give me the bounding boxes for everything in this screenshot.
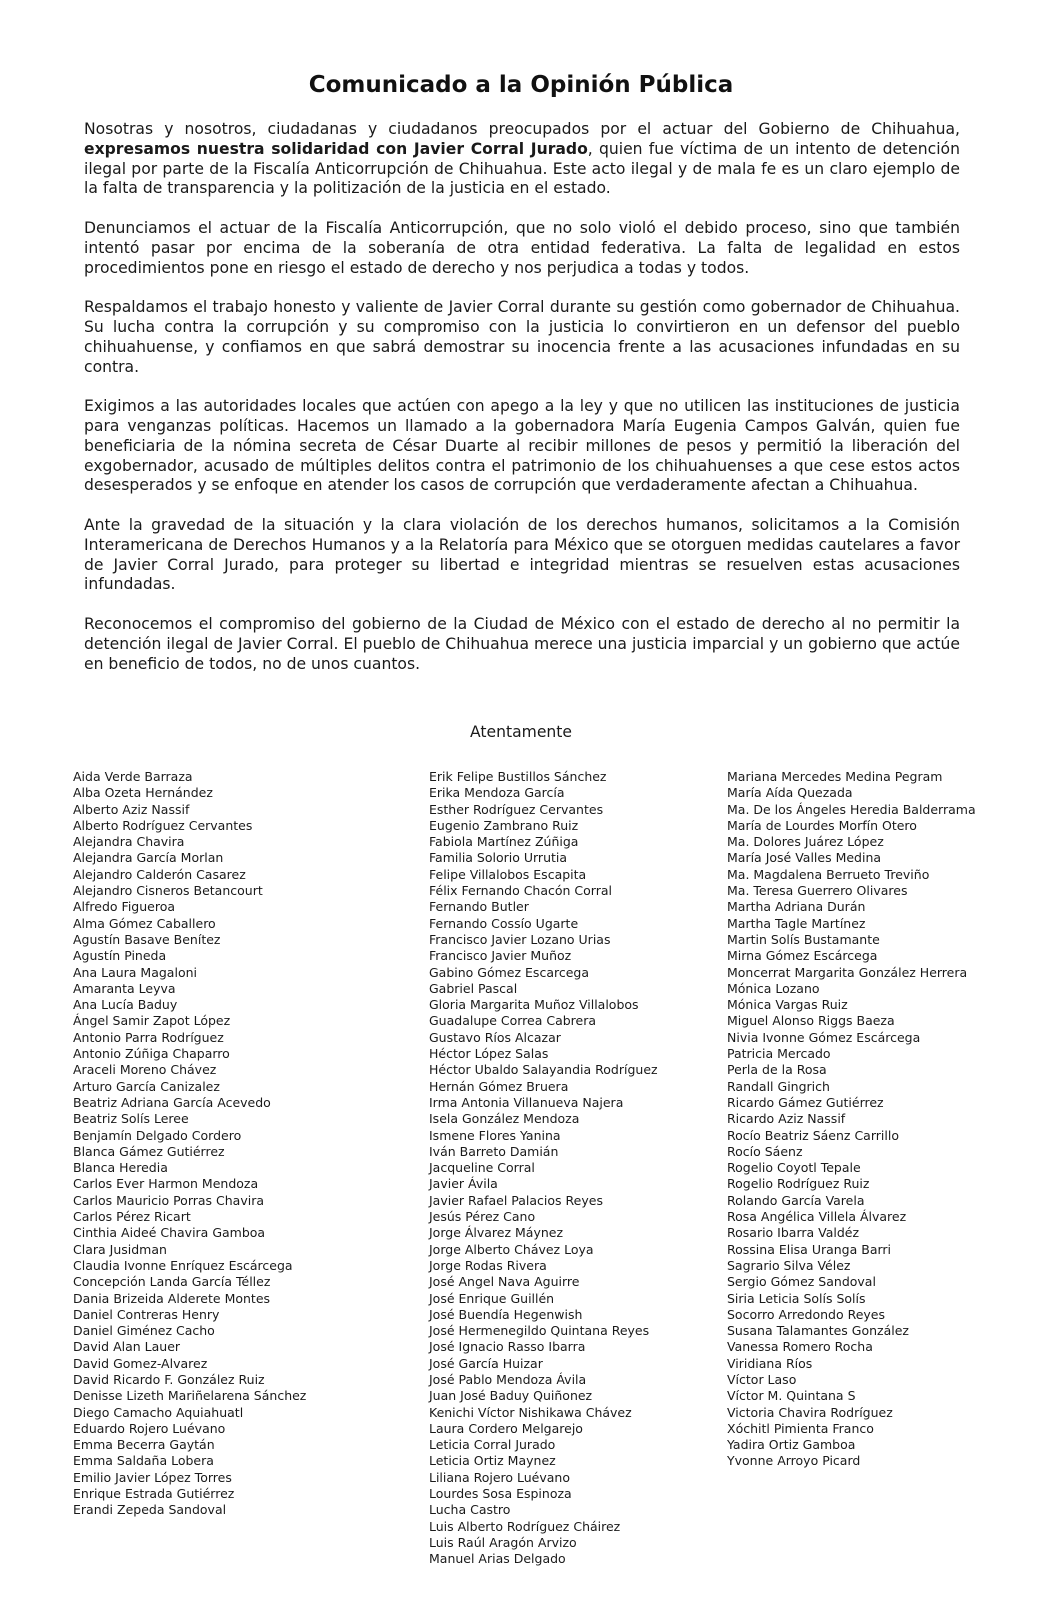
- signatory-name: Javier Rafael Palacios Reyes: [429, 1192, 603, 1208]
- signatory-name: Ma. Dolores Juárez López: [727, 834, 884, 850]
- signatory-name: Fernando Cossío Ugarte: [429, 915, 579, 931]
- signatory-name: Emma Saldaña Lobera: [73, 1453, 214, 1469]
- signatory-name: Francisco Javier Muñoz: [429, 948, 572, 964]
- signatory-name: Araceli Moreno Chávez: [73, 1062, 217, 1078]
- signatory-name: Rosario Ibarra Valdéz: [727, 1225, 860, 1241]
- signatory-name: Alba Ozeta Hernández: [73, 785, 213, 801]
- signatory-name: Sagrario Silva Vélez: [727, 1257, 851, 1273]
- signatory-name: Félix Fernando Chacón Corral: [429, 883, 612, 899]
- signatory-name: Martin Solís Bustamante: [727, 931, 880, 947]
- signatory-name: Martha Adriana Durán: [727, 899, 866, 915]
- signatory-name: Hernán Gómez Bruera: [429, 1078, 569, 1094]
- signatory-name: Concepción Landa García Téllez: [73, 1274, 271, 1290]
- signatory-name: Fabiola Martínez Zúñiga: [429, 834, 579, 850]
- signatory-name: Ricardo Aziz Nassif: [727, 1111, 846, 1127]
- signatory-name: María José Valles Medina: [727, 850, 882, 866]
- signatory-name: Alejandra Chavira: [73, 834, 185, 850]
- signatory-name: Jorge Álvarez Máynez: [429, 1225, 564, 1241]
- signatory-name: Ángel Samir Zapot López: [73, 1013, 231, 1029]
- signatory-name: Ma. De los Ángeles Heredia Balderrama: [727, 801, 976, 817]
- signatory-name: Yadira Ortiz Gamboa: [727, 1437, 856, 1453]
- signatory-name: Lucha Castro: [429, 1502, 511, 1518]
- signatory-name: Leticia Ortiz Maynez: [429, 1453, 556, 1469]
- signatory-name: Emma Becerra Gaytán: [73, 1437, 215, 1453]
- signatory-name: Viridiana Ríos: [727, 1355, 813, 1371]
- signatory-name: Lourdes Sosa Espinoza: [429, 1486, 572, 1502]
- signatory-name: Nivia Ivonne Gómez Escárcega: [727, 1029, 921, 1045]
- signatory-name: Ma. Magdalena Berrueto Treviño: [727, 866, 930, 882]
- signatory-name: Daniel Giménez Cacho: [73, 1323, 215, 1339]
- signatory-name: Carlos Pérez Ricart: [73, 1209, 191, 1225]
- signatory-name: Rossina Elisa Uranga Barri: [727, 1241, 892, 1257]
- signatory-name: Víctor Laso: [727, 1371, 797, 1387]
- signatory-name: Martha Tagle Martínez: [727, 915, 866, 931]
- signatory-name: Cinthia Aideé Chavira Gamboa: [73, 1225, 266, 1241]
- signatory-name: Erika Mendoza García: [429, 785, 565, 801]
- paragraph-demands: Exigimos a las autoridades locales que actúen con apego a la ley y que no utilicen las instituciones de justicia para venganzas políticas. Hacemos un llamado a la gobernadora María Eugenia Campos Galván, quien fue beneficiaria de la nómina secreta de César Duarte al recibir millones de pesos y permitió la liberación del exgobernador, acusado de múltiples delitos contra el patrimonio de los chihuahuenses a que cese estos actos desesperados y se enfoque en atender los casos de corrupción que verdaderamente afectan a Chihuahua.: [84, 397, 960, 495]
- signatory-name: Alma Gómez Caballero: [73, 915, 216, 931]
- signatory-name: Jacqueline Corral: [429, 1160, 535, 1176]
- signatory-name: Alejandro Calderón Casarez: [73, 866, 246, 882]
- signatory-name: Rogelio Coyotl Tepale: [727, 1160, 861, 1176]
- signatory-name: José Enrique Guillén: [429, 1290, 555, 1306]
- signatory-name: José Hermenegildo Quintana Reyes: [429, 1323, 650, 1339]
- signatory-name: Rosa Angélica Villela Álvarez: [727, 1209, 907, 1225]
- signatory-name: Irma Antonia Villanueva Najera: [429, 1094, 624, 1110]
- signatory-name: Enrique Estrada Gutiérrez: [73, 1486, 235, 1502]
- signatory-name: Luis Raúl Aragón Arvizo: [429, 1534, 577, 1550]
- signatory-name: Esther Rodríguez Cervantes: [429, 801, 604, 817]
- signatory-name: Javier Ávila: [429, 1176, 498, 1192]
- signatory-name: Blanca Heredia: [73, 1160, 168, 1176]
- solidarity-highlight: expresamos nuestra solidaridad con Javier Corral Jurado: [84, 139, 588, 158]
- signatory-name: Alejandra García Morlan: [73, 850, 224, 866]
- signatory-name: Rocío Beatriz Sáenz Carrillo: [727, 1127, 899, 1143]
- signatory-name: Gabino Gómez Escarcega: [429, 964, 589, 980]
- signatory-name: Isela González Mendoza: [429, 1111, 580, 1127]
- signatories-column-2: [429, 769, 658, 1568]
- signatory-name: José Ignacio Rasso Ibarra: [429, 1339, 586, 1355]
- signatory-name: Daniel Contreras Henry: [73, 1306, 220, 1322]
- signatory-name: Alfredo Figueroa: [73, 899, 176, 915]
- paragraph-request: Ante la gravedad de la situación y la clara violación de los derechos humanos, solicitamos a la Comisión Interamericana de Derechos Humanos y a la Relatoría para México que se otorguen medidas cautelares a favor de Javier Corral Jurado, para proteger su libertad e integridad mientras se resuelven estas acusaciones infundadas.: [84, 515, 960, 594]
- signatory-name: Aida Verde Barraza: [73, 769, 193, 784]
- signatory-name: Mónica Vargas Ruiz: [727, 997, 848, 1013]
- signatory-name: Xóchitl Pimienta Franco: [727, 1420, 874, 1436]
- closing-salutation: Atentamente: [469, 723, 573, 741]
- signatory-name: Antonio Zúñiga Chaparro: [73, 1046, 230, 1062]
- signatory-name: Luis Alberto Rodríguez Cháirez: [429, 1518, 621, 1534]
- signatory-name: Moncerrat Margarita González Herrera: [727, 964, 968, 980]
- paragraph-solidarity-rest: , quien fue víctima de un intento de detención ilegal por parte de la Fiscalía Anticorrupción de Chihuahua. Este acto ilegal y de mala fe es un claro ejemplo de la falta de transparencia y la politización de la justicia en el estado.: [84, 139, 960, 198]
- signatory-name: José García Huizar: [429, 1355, 543, 1371]
- signatory-name: Erik Felipe Bustillos Sánchez: [429, 769, 607, 784]
- signatory-name: Felipe Villalobos Escapita: [429, 866, 587, 882]
- signatory-name: Blanca Gámez Gutiérrez: [73, 1143, 225, 1159]
- signatory-name: Agustín Pineda: [73, 948, 167, 964]
- signatory-name: Arturo García Canizalez: [73, 1078, 220, 1094]
- signatory-name: Dania Brizeida Alderete Montes: [73, 1290, 271, 1306]
- signatories-column-1: [73, 769, 306, 1519]
- signatory-name: Ma. Teresa Guerrero Olivares: [727, 883, 908, 899]
- signatory-name: Héctor Ubaldo Salayandia Rodríguez: [429, 1062, 658, 1078]
- signatory-name: Erandi Zepeda Sandoval: [73, 1502, 227, 1518]
- signatory-name: José Pablo Mendoza Ávila: [429, 1371, 587, 1387]
- signatory-name: Rogelio Rodríguez Ruiz: [727, 1176, 870, 1192]
- signatory-name: Gloria Margarita Muñoz Villalobos: [429, 997, 639, 1013]
- signatory-name: Ana Laura Magaloni: [73, 964, 197, 980]
- signatory-name: Sergio Gómez Sandoval: [727, 1274, 876, 1290]
- signatory-name: Guadalupe Correa Cabrera: [429, 1013, 597, 1029]
- signatory-name: Patricia Mercado: [727, 1046, 831, 1062]
- signatory-name: Familia Solorio Urrutia: [429, 850, 568, 866]
- signatory-name: Clara Jusidman: [73, 1241, 167, 1257]
- signatory-name: María de Lourdes Morfín Otero: [727, 817, 917, 833]
- signatory-name: Siria Leticia Solís Solís: [727, 1290, 866, 1306]
- signatory-name: Susana Talamantes González: [727, 1323, 909, 1339]
- paragraph-recognition: Reconocemos el compromiso del gobierno de la Ciudad de México con el estado de derecho al no permitir la detención ilegal de Javier Corral. El pueblo de Chihuahua merece una justicia imparcial y un gobierno que actúe en beneficio de todos, no de unos cuantos.: [84, 614, 960, 673]
- signatory-name: Emilio Javier López Torres: [73, 1469, 232, 1485]
- signatory-name: Víctor M. Quintana S: [727, 1388, 856, 1404]
- signatory-name: Juan José Baduy Quiñonez: [429, 1388, 593, 1404]
- signatory-name: Ismene Flores Yanina: [429, 1127, 561, 1143]
- signatory-name: Fernando Butler: [429, 899, 529, 915]
- signatory-name: Iván Barreto Damián: [429, 1143, 559, 1159]
- signatory-name: Diego Camacho Aquiahuatl: [73, 1404, 244, 1420]
- signatory-name: Jorge Alberto Chávez Loya: [429, 1241, 594, 1257]
- signatory-name: Antonio Parra Rodríguez: [73, 1029, 224, 1045]
- paragraph-denunciation: Denunciamos el actuar de la Fiscalía Anticorrupción, que no solo violó el debido proceso, sino que también intentó pasar por encima de la soberanía de otra entidad federativa. La falta de legalidad en estos procedimientos pone en riesgo el estado de derecho y nos perjudica a todas y todos.: [84, 218, 960, 277]
- signatory-name: Manuel Arias Delgado: [429, 1551, 566, 1567]
- signatory-name: José Angel Nava Aguirre: [429, 1274, 580, 1290]
- signatory-name: Victoria Chavira Rodríguez: [727, 1404, 893, 1420]
- paragraph-solidarity-intro: Nosotras y nosotros, ciudadanas y ciudadanos preocupados por el actuar del Gobierno de Chihuahua,: [84, 120, 960, 138]
- signatory-name: Miguel Alonso Riggs Baeza: [727, 1013, 895, 1029]
- signatory-name: Francisco Javier Lozano Urias: [429, 931, 611, 947]
- signatory-name: Mónica Lozano: [727, 980, 820, 996]
- signatory-name: Yvonne Arroyo Picard: [727, 1453, 861, 1469]
- signatory-name: Socorro Arredondo Reyes: [727, 1306, 886, 1322]
- signatory-name: Mariana Mercedes Medina Pegram: [727, 769, 943, 784]
- signatory-name: Carlos Ever Harmon Mendoza: [73, 1176, 259, 1192]
- paragraph-solidarity: [84, 120, 960, 199]
- signatory-name: Laura Cordero Melgarejo: [429, 1420, 583, 1436]
- signatory-name: Beatriz Solís Leree: [73, 1111, 189, 1127]
- signatory-name: Denisse Lizeth Mariñelarena Sánchez: [73, 1388, 307, 1404]
- statement-body: [84, 120, 960, 674]
- signatory-name: Eduardo Rojero Luévano: [73, 1420, 226, 1436]
- signatory-name: Leticia Corral Jurado: [429, 1437, 556, 1453]
- document-title: Comunicado a la Opinión Pública: [308, 72, 734, 98]
- signatory-name: Rocío Sáenz: [727, 1143, 803, 1159]
- signatory-name: Alberto Rodríguez Cervantes: [73, 817, 253, 833]
- signatory-name: Perla de la Rosa: [727, 1062, 827, 1078]
- signatory-name: Kenichi Víctor Nishikawa Chávez: [429, 1404, 632, 1420]
- signatory-name: Amaranta Leyva: [73, 980, 176, 996]
- paragraph-support: Respaldamos el trabajo honesto y valiente de Javier Corral durante su gestión como gobernador de Chihuahua. Su lucha contra la corrupción y su compromiso con la justicia lo convirtieron en un defensor del pueblo chihuahuense, y confiamos en que sabrá demostrar su inocencia frente a las acusaciones infundadas en su contra.: [84, 298, 960, 376]
- signatory-name: Eugenio Zambrano Ruiz: [429, 817, 579, 833]
- signatory-name: Mirna Gómez Escárcega: [727, 948, 878, 964]
- signatory-name: Claudia Ivonne Enríquez Escárcega: [73, 1257, 293, 1273]
- signatory-name: Alberto Aziz Nassif: [73, 801, 190, 817]
- signatory-name: Benjamín Delgado Cordero: [73, 1127, 242, 1143]
- signatory-name: Ricardo Gámez Gutiérrez: [727, 1094, 884, 1110]
- signatory-name: Beatriz Adriana García Acevedo: [73, 1094, 271, 1110]
- signatory-name: Ana Lucía Baduy: [73, 997, 178, 1013]
- signatory-name: Liliana Rojero Luévano: [429, 1469, 571, 1485]
- signatory-name: María Aída Quezada: [727, 785, 853, 801]
- signatory-name: Randall Gingrich: [727, 1078, 830, 1094]
- signatory-name: Gabriel Pascal: [429, 980, 518, 996]
- signatory-name: Agustín Basave Benítez: [73, 931, 221, 947]
- signatory-name: David Gomez-Alvarez: [73, 1355, 208, 1371]
- signatory-name: David Alan Lauer: [73, 1339, 181, 1355]
- signatory-name: Gustavo Ríos Alcazar: [429, 1029, 561, 1045]
- signatory-name: José Buendía Hegenwish: [429, 1306, 583, 1322]
- signatory-name: Carlos Mauricio Porras Chavira: [73, 1192, 265, 1208]
- signatory-name: Héctor López Salas: [429, 1046, 549, 1062]
- signatories-column-3: [727, 769, 976, 1470]
- signatory-name: Rolando García Varela: [727, 1192, 865, 1208]
- signatory-name: David Ricardo F. González Ruiz: [73, 1371, 265, 1387]
- signatory-name: Alejandro Cisneros Betancourt: [73, 883, 263, 899]
- signatory-name: Vanessa Romero Rocha: [727, 1339, 873, 1355]
- signatory-name: Jorge Rodas Rivera: [429, 1257, 547, 1273]
- signatory-name: Jesús Pérez Cano: [429, 1209, 536, 1225]
